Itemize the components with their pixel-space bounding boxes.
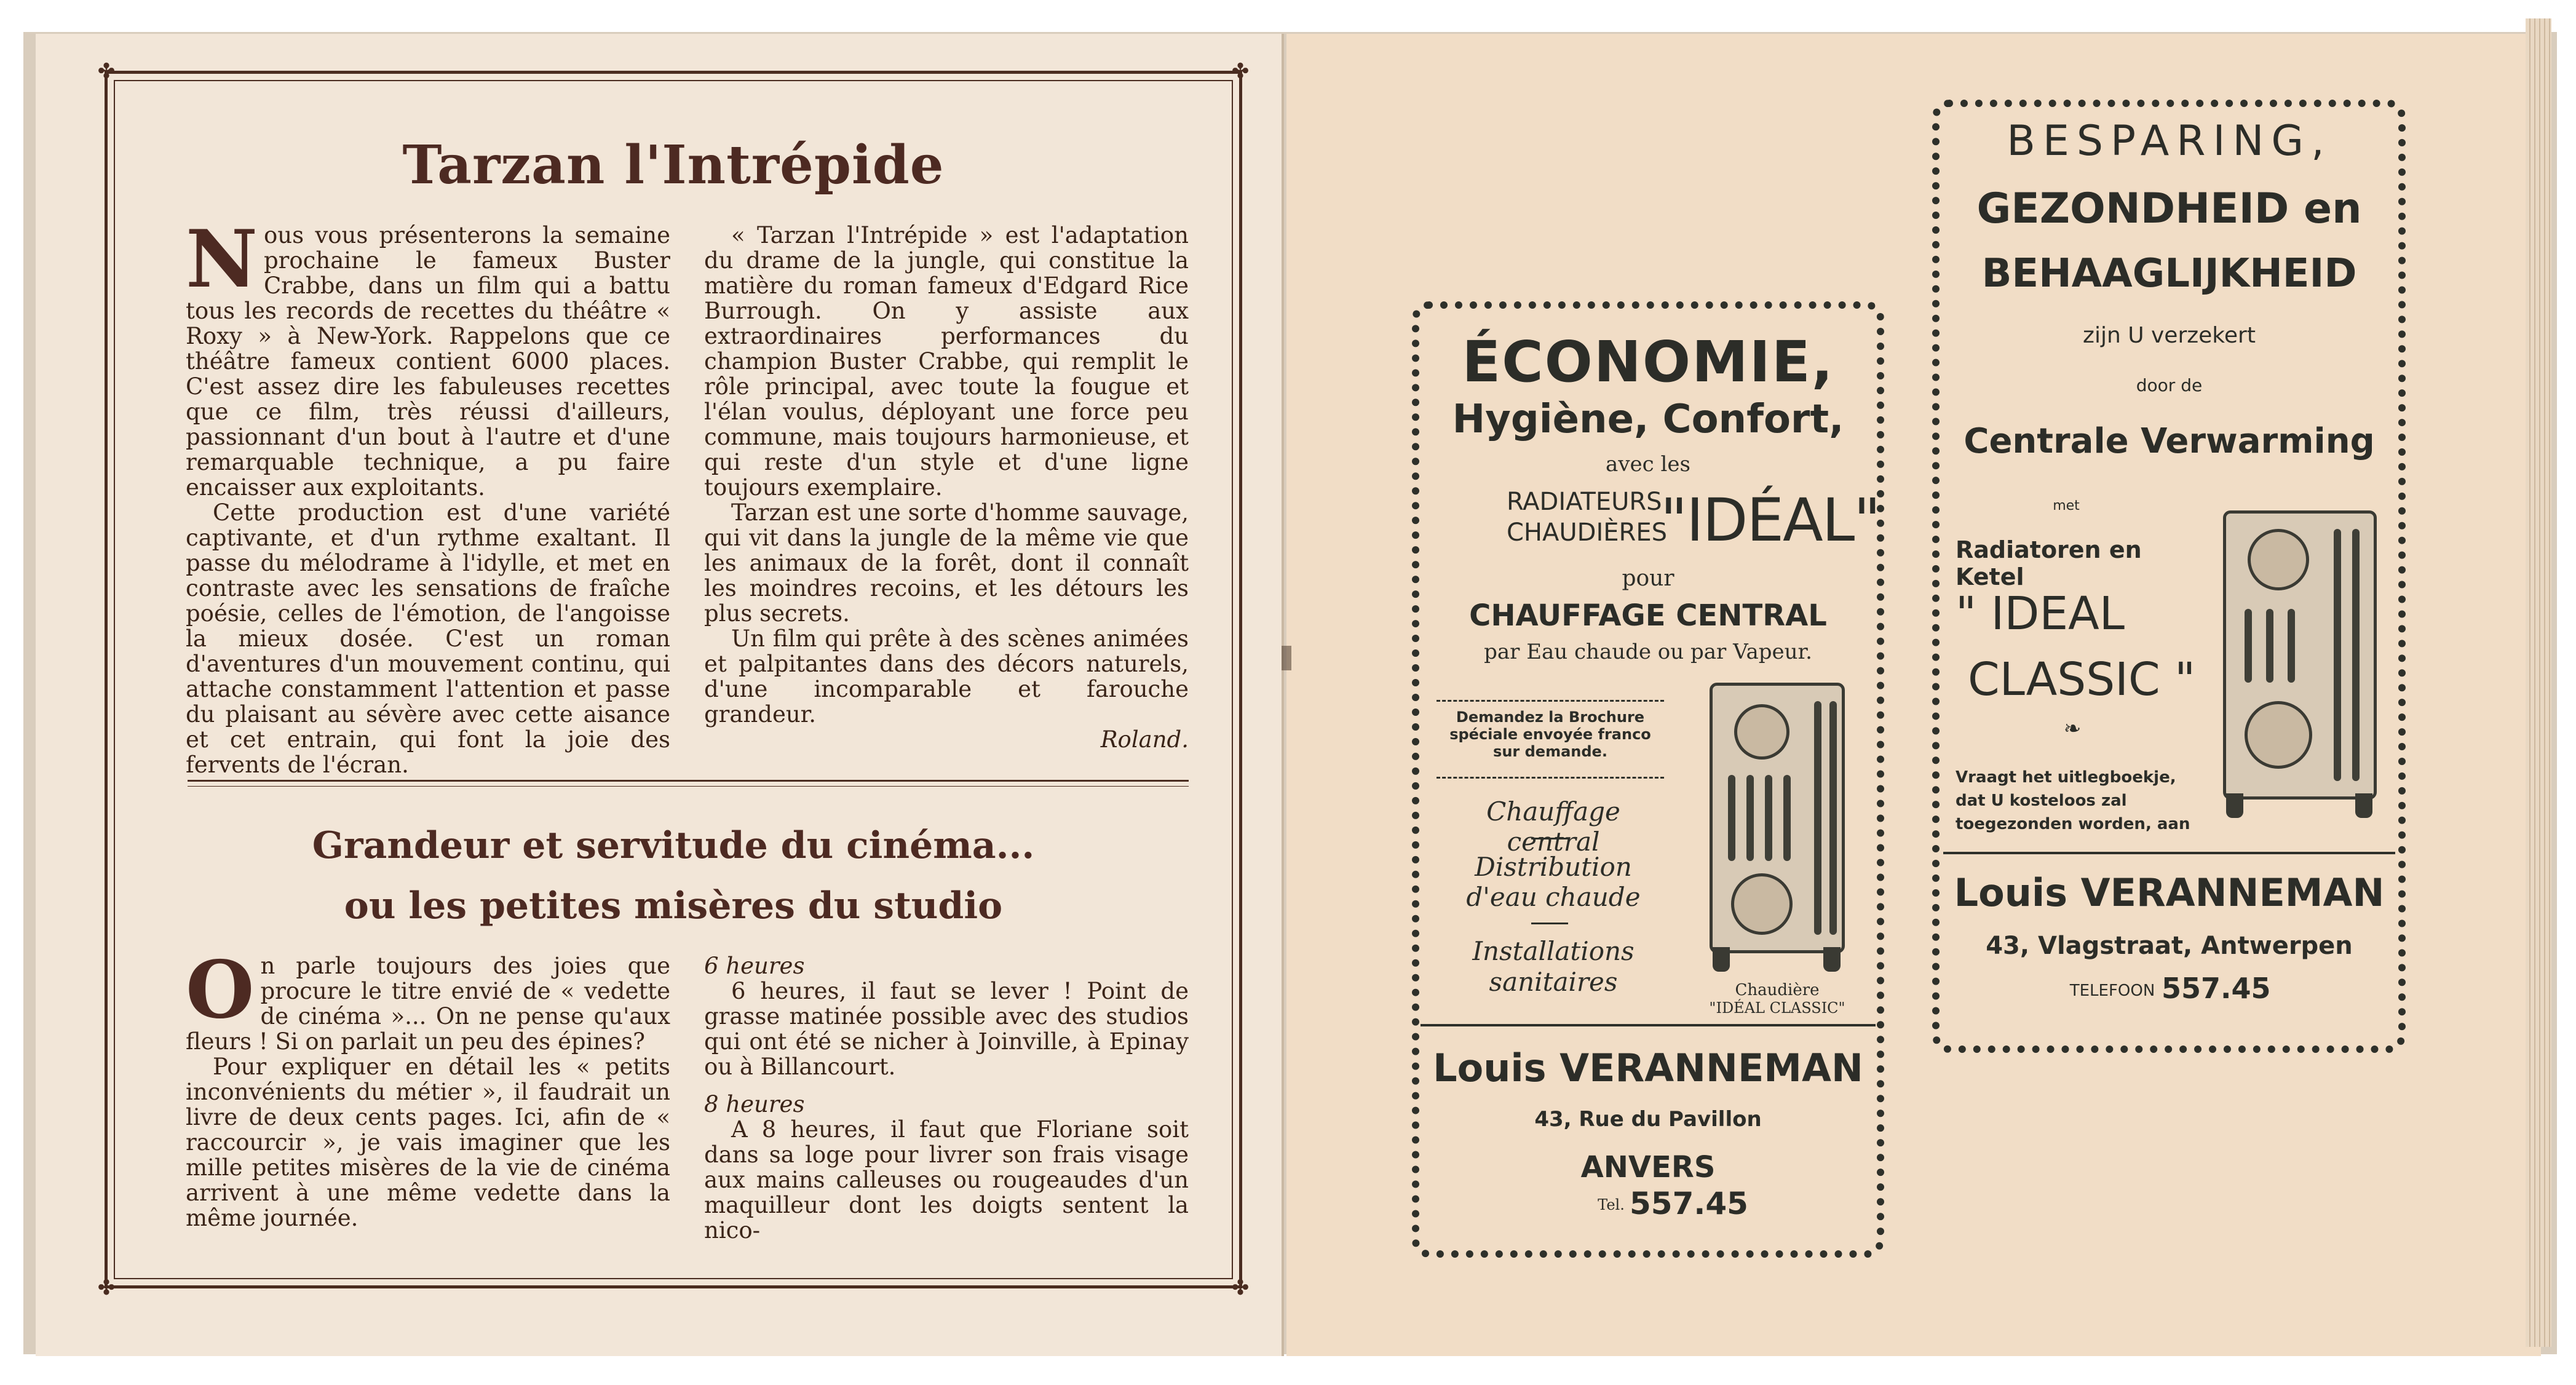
ad-company: Louis VERANNEMAN <box>1433 1046 1863 1090</box>
ad-text: CHAUFFAGE CENTRAL <box>1469 598 1827 633</box>
ad-company: Louis VERANNEMAN <box>1954 870 2385 915</box>
paragraph: Un film qui prête à des scènes animées et palpitantes dans des décors naturels, d'une incomparable et farouche grandeur. <box>704 625 1189 728</box>
ad-caption: Chaudière <box>1735 981 1820 999</box>
ad-brand: " IDEAL <box>1956 587 2125 640</box>
ad-list-item: sanitaires <box>1489 967 1618 997</box>
ad-text: zijn U verzekert <box>2083 323 2256 348</box>
paragraph: ous vous présenterons la semaine prochaine le fameux Buster Crabbe, dans un film qui a battu tous les records de recettes du théâtre « Roxy » à New-York. Rappelons que ce théâtre fameux contient 6000 places. C'est assez dire les fabuleuses recettes que ce film, très réussi d'ailleurs, passionnant d'un bout à l'autre et d'une remarquable technique, a pu faire encaisser aux exploitants. <box>186 222 670 501</box>
paragraph: 6 heures, il faut se lever ! Point de grasse matinée possible avec des studios qui ont été se nicher à Joinville, à Epinay ou à Billancourt. <box>704 978 1189 1080</box>
ad-tel-label: Tel. <box>1598 1196 1625 1213</box>
time-heading: 6 heures <box>704 953 805 979</box>
boiler-illustration <box>2217 504 2383 824</box>
ad-headline: ÉCONOMIE, <box>1462 329 1834 395</box>
ornament-icon: ✤ <box>1231 59 1250 84</box>
flourish-icon: ❧ <box>2063 716 2082 741</box>
ornament-icon: ✤ <box>97 1276 116 1300</box>
ad-phone: 557.45 <box>1630 1186 1748 1221</box>
ad-text: Vraagt het uitlegboekje, dat U kosteloos zal toegezonden worden, aan <box>1956 768 2190 833</box>
ad-list-item: Installations <box>1472 936 1635 966</box>
ad-city: ANVERS <box>1580 1150 1716 1185</box>
ad-list-item: Chauffage central <box>1486 796 1620 857</box>
divider <box>188 786 1189 787</box>
article2-column-2 <box>704 953 1189 1243</box>
ad-address: 43, Vlagstraat, Antwerpen <box>1986 932 2353 960</box>
ad-text: met <box>2053 498 2080 514</box>
paragraph: n parle toujours des joies que procure le titre envié de « vedette de cinéma »... On ne pense qu'aux fleurs ! Si on parlait un peu des épines? <box>186 953 670 1055</box>
paragraph: Tarzan est une sorte d'homme sauvage, qui vit dans la jungle de la même vie que les animaux de la forêt, dont il connaît les moindres recoins, et les détours les plus secrets. <box>704 499 1189 627</box>
ad-brand: "IDÉAL" <box>1660 486 1880 555</box>
ad-brand: CLASSIC " <box>1968 653 2196 706</box>
ad-headline: GEZONDHEID en <box>1976 185 2362 233</box>
ad-text: Demandez la Brochure spéciale envoyée franco sur demande. <box>1449 708 1651 760</box>
ad-headline: BESPARING, <box>2007 117 2332 165</box>
article-column-2 <box>704 223 1189 752</box>
ornament-icon: ✤ <box>97 59 116 84</box>
time-heading: 8 heures <box>704 1091 805 1117</box>
article2-column-1 <box>186 944 670 1231</box>
drop-cap: O <box>186 944 255 1036</box>
ad-caption: "IDÉAL CLASSIC" <box>1709 999 1845 1017</box>
divider <box>1531 838 1568 839</box>
paragraph: Cette production est d'une variété captivante, et d'un rythme exaltant. Il passe du mélodrame à l'idylle, et met en contraste avec les sensations de fraîche poésie, celles de l'émotion, de l'angoisse la mieux dosée. C'est un roman d'aventures d'un mouvement continu, qui attache constamment l'attention et passe du plaisant au sévère avec cette aisance et cet entrain, qui font la joie des fervents de l'écran. <box>186 499 670 778</box>
divider <box>1943 852 2395 854</box>
ornament-icon: ✤ <box>1231 1276 1250 1300</box>
ad-tel-label: TELEFOON <box>2069 982 2155 1000</box>
divider <box>188 780 1189 782</box>
ad-text: door de <box>2136 375 2203 395</box>
signature: Roland. <box>1100 726 1189 753</box>
boiler-illustration <box>1703 677 1851 972</box>
staple <box>1282 646 1291 670</box>
paragraph: Pour expliquer en détail les « petits inconvénients du métier », il faudrait un livre de deux cents pages. Ici, afin de « raccourcir », je vais imaginer que les mille petites misères de la vie de cinéma arrivent à une même vedette dans la même journée. <box>186 1054 670 1231</box>
divider <box>1421 1024 1876 1026</box>
ad-text: Radiatoren en Ketel <box>1956 536 2142 590</box>
ad-list-item: d'eau chaude <box>1466 882 1641 912</box>
page-edges <box>2526 18 2551 1347</box>
divider <box>1531 923 1568 924</box>
ad-address: 43, Rue du Pavillon <box>1534 1107 1762 1132</box>
article-title-line-1: Grandeur et servitude du cinéma... <box>312 824 1035 867</box>
paragraph: A 8 heures, il faut que Floriane soit dans sa loge pour livrer son frais visage aux mains calleuses ou rougeaudes d'un maquilleur dont les doigts sentent la nico- <box>704 1116 1189 1244</box>
ad-text: pour <box>1622 566 1674 591</box>
article-title-line-2: ou les petites misères du studio <box>344 884 1003 927</box>
ad-text: par Eau chaude ou par Vapeur. <box>1484 640 1812 664</box>
ad-headline: BEHAAGLIJKHEID <box>1981 251 2357 296</box>
ad-text: avec les <box>1606 452 1690 477</box>
drop-cap: N <box>186 213 258 306</box>
article-title: Tarzan l'Intrépide <box>402 134 945 196</box>
ad-text: CHAUDIÈRES <box>1507 518 1667 547</box>
ad-list-item: Distribution <box>1475 852 1632 882</box>
ad-phone: 557.45 <box>2162 972 2271 1005</box>
ad-text: Centrale Verwarming <box>1964 421 2375 461</box>
ad-subheadline: Hygiène, Confort, <box>1452 397 1844 442</box>
article-column-1 <box>186 213 670 778</box>
paragraph: « Tarzan l'Intrépide » est l'adaptation du drame de la jungle, qui constitue la matière du roman fameux d'Edgard Rice Burrough. On y assiste aux extraordinaires performances du champion Buster Crabbe, qui remplit le rôle principal, avec toute la fougue et l'élan voulus, déployant une force peu commune, mais toujours harmonieuse, et qui reste d'un style et d'une ligne toujours exemplaire. <box>704 222 1189 501</box>
ad-text: RADIATEURS <box>1507 488 1662 516</box>
